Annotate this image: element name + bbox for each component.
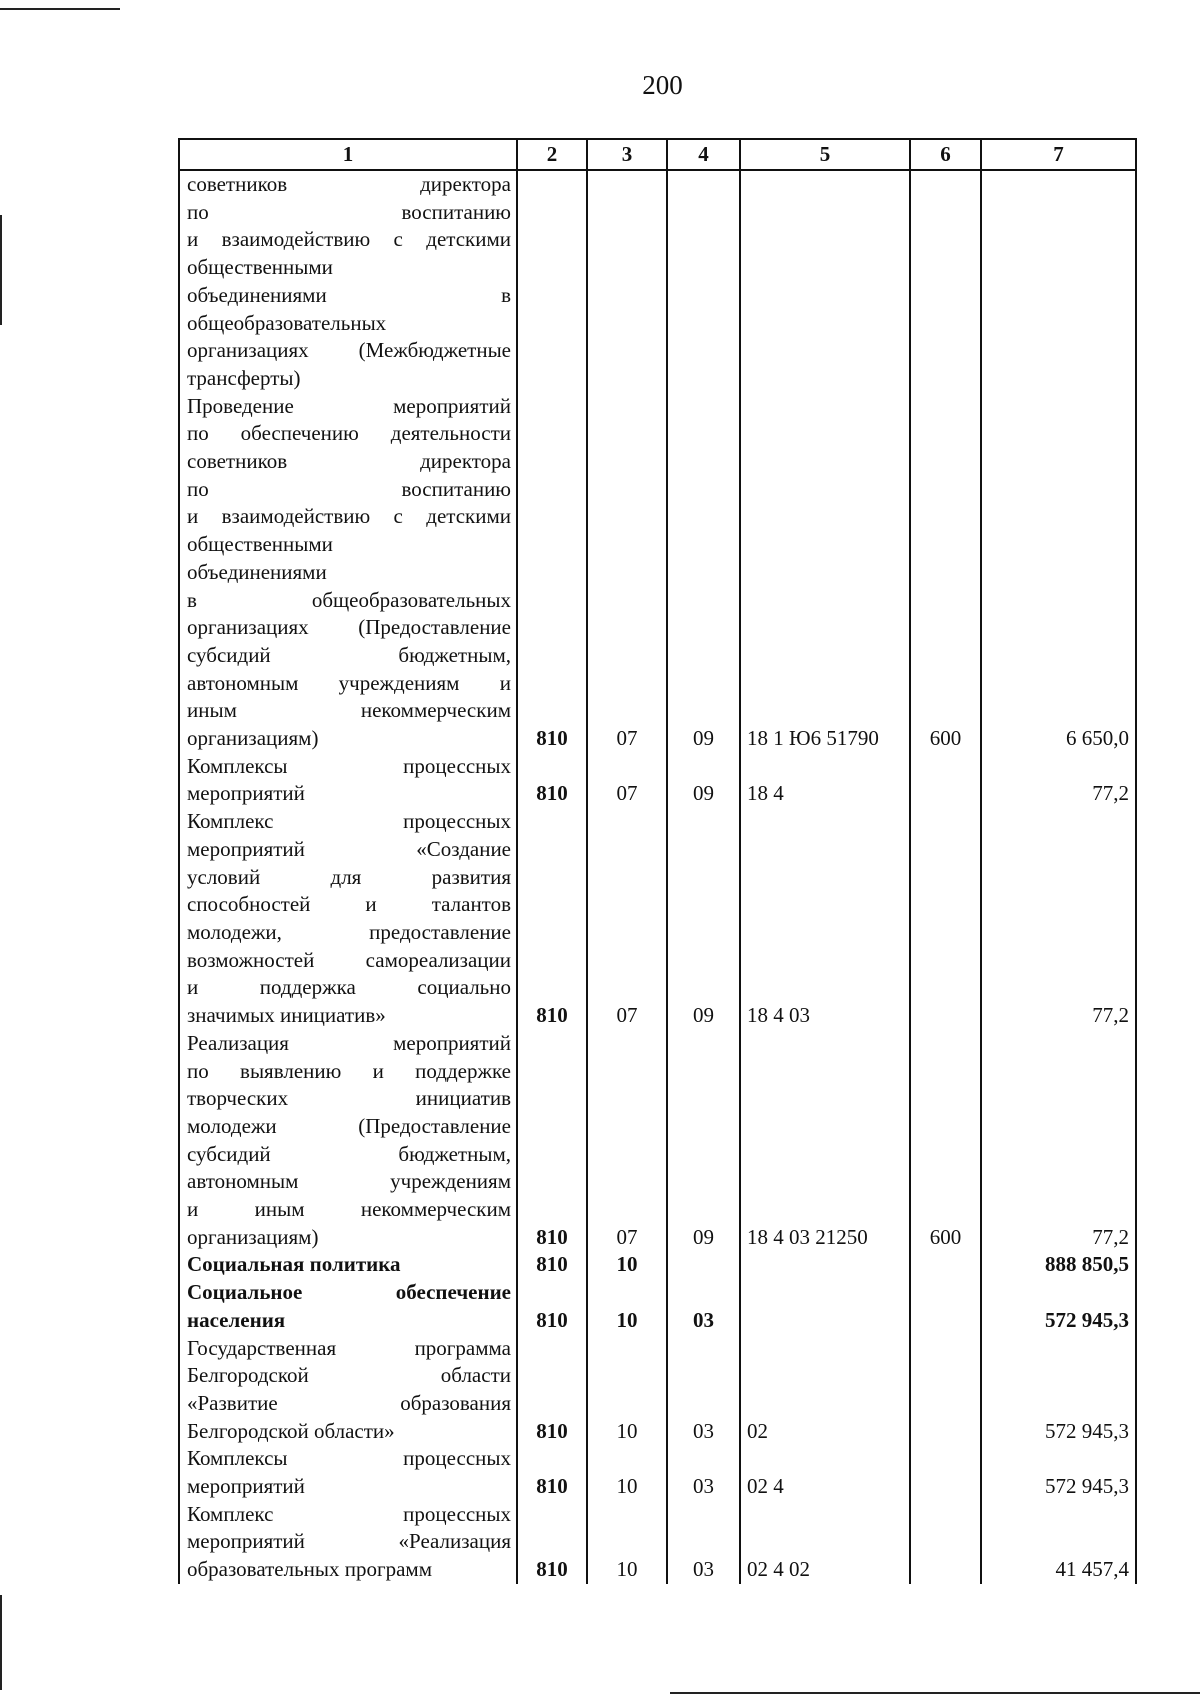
scan-edge-bottom	[670, 1692, 1200, 1694]
description-line: автономным учреждениям	[187, 1169, 511, 1194]
description-line: объединениями	[187, 559, 327, 584]
description-line: возможностей самореализации	[187, 947, 511, 972]
row-description	[179, 170, 517, 393]
subsection-code: 03	[667, 1501, 740, 1584]
amount: 41 457,4	[981, 1501, 1136, 1584]
expense-type-code	[910, 808, 981, 1030]
ministry-code: 810	[517, 1501, 587, 1584]
section-code	[587, 170, 667, 393]
description-line: по выявлению и поддержке	[187, 1058, 511, 1083]
description-line: молодежи, предоставление	[187, 919, 511, 944]
column-header-5: 5	[740, 139, 910, 170]
column-header-3: 3	[587, 139, 667, 170]
target-article-code: 18 4 03	[740, 808, 910, 1030]
table-row	[179, 1501, 1136, 1584]
row-description	[179, 1251, 517, 1279]
table-row	[179, 753, 1136, 808]
subsection-code: 03	[667, 1335, 740, 1446]
table-header-row	[179, 139, 1136, 170]
description-line: условий для развития	[187, 864, 511, 889]
target-article-code	[740, 1251, 910, 1279]
description-line: и взаимодействию с детскими	[187, 227, 511, 252]
amount: 572 945,3	[981, 1445, 1136, 1500]
amount: 572 945,3	[981, 1279, 1136, 1334]
description-line: по обеспечению деятельности	[187, 421, 511, 446]
description-line: Социальная политика	[187, 1252, 401, 1277]
amount: 888 850,5	[981, 1251, 1136, 1279]
description-line: организациям)	[187, 1224, 319, 1249]
table-row	[179, 1335, 1136, 1446]
section-code: 07	[587, 393, 667, 753]
description-line: общественными	[187, 255, 333, 280]
section-code: 10	[587, 1335, 667, 1446]
expense-type-code: 600	[910, 393, 981, 753]
description-line: Проведение мероприятий	[187, 393, 511, 418]
description-line: «Развитие образования	[187, 1390, 511, 1415]
section-code: 07	[587, 1030, 667, 1252]
description-line: и взаимодействию с детскими	[187, 504, 511, 529]
table-row	[179, 808, 1136, 1030]
description-line: организациям)	[187, 726, 319, 751]
amount: 77,2	[981, 753, 1136, 808]
row-description	[179, 1279, 517, 1334]
target-article-code: 02 4	[740, 1445, 910, 1500]
column-header-1: 1	[179, 139, 517, 170]
description-line: способностей и талантов	[187, 892, 511, 917]
description-line: и поддержка социально	[187, 975, 511, 1000]
target-article-code	[740, 1279, 910, 1334]
ministry-code: 810	[517, 808, 587, 1030]
subsection-code	[667, 170, 740, 393]
subsection-code: 09	[667, 753, 740, 808]
row-description	[179, 1445, 517, 1500]
expense-type-code	[910, 1251, 981, 1279]
target-article-code	[740, 170, 910, 393]
description-line: Реализация мероприятий	[187, 1030, 511, 1055]
ministry-code: 810	[517, 1030, 587, 1252]
section-code: 10	[587, 1445, 667, 1500]
section-code: 07	[587, 808, 667, 1030]
description-line: населения	[187, 1307, 286, 1332]
subsection-code: 03	[667, 1279, 740, 1334]
description-line: субсидий бюджетным,	[187, 642, 511, 667]
description-line: образовательных программ	[187, 1557, 432, 1582]
page-number: 200	[642, 70, 683, 100]
description-line: Социальное обеспечение	[187, 1280, 511, 1305]
expense-type-code	[910, 1501, 981, 1584]
table-body	[179, 170, 1136, 1584]
description-line: советников директора	[187, 449, 511, 474]
row-description	[179, 1501, 517, 1584]
description-line: организациях (Предоставление	[187, 615, 511, 640]
row-description	[179, 393, 517, 753]
description-line: мероприятий «Создание	[187, 836, 511, 861]
description-line: Белгородской области»	[187, 1418, 395, 1443]
target-article-code: 18 4 03 21250	[740, 1030, 910, 1252]
description-line: иным некоммерческим	[187, 698, 511, 723]
section-code: 10	[587, 1501, 667, 1584]
description-line: объединениями в	[187, 282, 511, 307]
ministry-code: 810	[517, 1279, 587, 1334]
description-line: молодежи (Предоставление	[187, 1113, 511, 1138]
description-line: по воспитанию	[187, 199, 511, 224]
expense-type-code	[910, 1335, 981, 1446]
subsection-code: 09	[667, 1030, 740, 1252]
table-row	[179, 393, 1136, 753]
ministry-code	[517, 170, 587, 393]
description-line: мероприятий	[187, 1474, 305, 1499]
description-line: по воспитанию	[187, 476, 511, 501]
table-row	[179, 1251, 1136, 1279]
section-code: 10	[587, 1251, 667, 1279]
amount: 572 945,3	[981, 1335, 1136, 1446]
table-row	[179, 1279, 1136, 1334]
scan-edge-left	[0, 215, 2, 325]
column-header-2: 2	[517, 139, 587, 170]
scan-edge-top	[0, 8, 120, 10]
expense-type-code	[910, 170, 981, 393]
table-row	[179, 1445, 1136, 1500]
description-line: Комплексы процессных	[187, 753, 511, 778]
section-code: 07	[587, 753, 667, 808]
budget-table	[178, 138, 1137, 1584]
description-line: Комплекс процессных	[187, 1501, 511, 1526]
subsection-code	[667, 1251, 740, 1279]
expense-type-code	[910, 1445, 981, 1500]
scan-edge-left-bottom	[0, 1595, 2, 1690]
target-article-code: 02	[740, 1335, 910, 1446]
amount: 77,2	[981, 808, 1136, 1030]
description-line: трансферты)	[187, 365, 301, 390]
subsection-code: 03	[667, 1445, 740, 1500]
column-header-4: 4	[667, 139, 740, 170]
description-line: субсидий бюджетным,	[187, 1141, 511, 1166]
ministry-code: 810	[517, 1251, 587, 1279]
description-line: и иным некоммерческим	[187, 1197, 511, 1222]
section-code: 10	[587, 1279, 667, 1334]
description-line: Белгородской области	[187, 1363, 511, 1388]
description-line: общеобразовательных	[187, 310, 387, 335]
description-line: в общеобразовательных	[187, 587, 511, 612]
ministry-code: 810	[517, 393, 587, 753]
description-line: значимых инициатив»	[187, 1003, 386, 1028]
column-header-7: 7	[981, 139, 1136, 170]
table-row	[179, 1030, 1136, 1252]
description-line: организациях (Межбюджетные	[187, 338, 511, 363]
target-article-code: 18 4	[740, 753, 910, 808]
table-row	[179, 170, 1136, 393]
ministry-code: 810	[517, 753, 587, 808]
amount: 77,2	[981, 1030, 1136, 1252]
subsection-code: 09	[667, 808, 740, 1030]
target-article-code: 18 1 Ю6 51790	[740, 393, 910, 753]
description-line: Комплексы процессных	[187, 1446, 511, 1471]
row-description	[179, 753, 517, 808]
row-description	[179, 1030, 517, 1252]
description-line: общественными	[187, 532, 333, 557]
ministry-code: 810	[517, 1445, 587, 1500]
row-description	[179, 808, 517, 1030]
target-article-code: 02 4 02	[740, 1501, 910, 1584]
description-line: Государственная программа	[187, 1335, 511, 1360]
amount: 6 650,0	[981, 393, 1136, 753]
expense-type-code: 600	[910, 1030, 981, 1252]
description-line: мероприятий «Реализация	[187, 1529, 511, 1554]
description-line: Комплекс процессных	[187, 809, 511, 834]
column-header-6: 6	[910, 139, 981, 170]
ministry-code: 810	[517, 1335, 587, 1446]
description-line: творческих инициатив	[187, 1086, 511, 1111]
subsection-code: 09	[667, 393, 740, 753]
description-line: советников директора	[187, 172, 511, 196]
amount	[981, 170, 1136, 393]
row-description	[179, 1335, 517, 1446]
expense-type-code	[910, 1279, 981, 1334]
description-line: автономным учреждениям и	[187, 670, 511, 695]
description-line: мероприятий	[187, 781, 305, 806]
expense-type-code	[910, 753, 981, 808]
